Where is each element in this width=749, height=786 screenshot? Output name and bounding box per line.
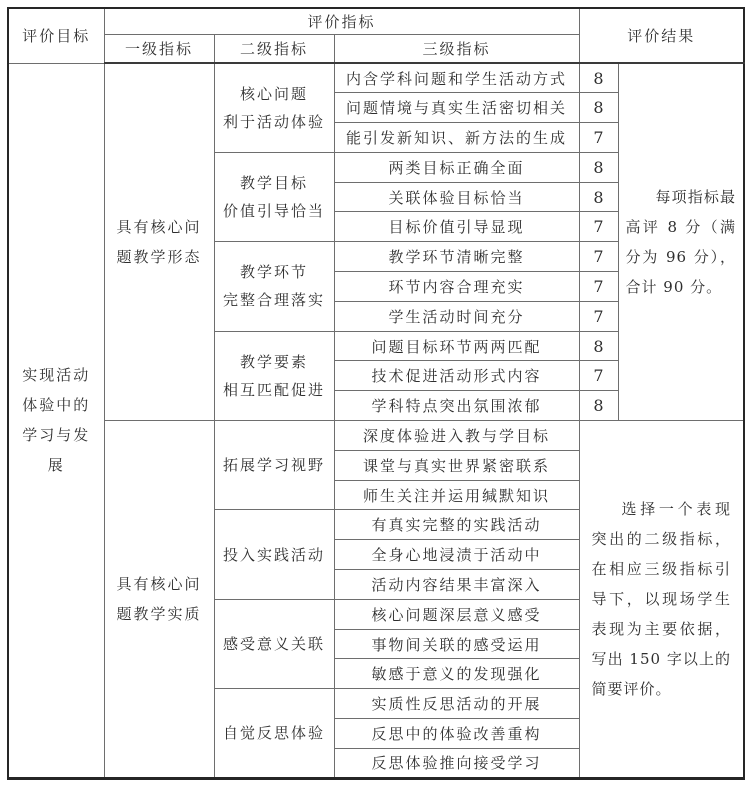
- result-cell-scores: [618, 63, 744, 421]
- header-evaluation-indicators: 评价指标: [104, 8, 579, 34]
- result-cell-comment: [579, 421, 744, 779]
- level3-item-cell: 敏感于意义的发现强化: [334, 659, 579, 689]
- level3-item-cell: 反思体验推向接受学习: [334, 748, 579, 778]
- level2-cell-reflective-experience: [214, 689, 334, 778]
- level2-cell-teaching-goals: [214, 152, 334, 241]
- level3-item-cell: 学科特点突出氛围浓郁: [334, 391, 579, 421]
- header-level2-indicator: 二级指标: [214, 34, 334, 63]
- level3-item-cell: 环节内容合理充实: [334, 272, 579, 302]
- level2-line2: 利于活动体验: [222, 112, 325, 131]
- score-cell: 8: [579, 152, 618, 182]
- level2-line2: 完整合理落实: [222, 291, 325, 310]
- level2-line1: 感受意义关联: [222, 635, 325, 654]
- level2-cell-teaching-links: [214, 242, 334, 331]
- score-cell: 8: [579, 391, 618, 421]
- level3-item-cell: 全身心地浸渍于活动中: [334, 540, 579, 570]
- level3-item-cell: 核心问题深层意义感受: [334, 599, 579, 629]
- level1-text: 具有核心问题教学形态: [116, 218, 202, 267]
- level2-line1: 教学要素: [239, 352, 308, 371]
- level3-item-cell: 关联体验目标恰当: [334, 182, 579, 212]
- level3-item-cell: 有真实完整的实践活动: [334, 510, 579, 540]
- level2-cell-expand-vision: [214, 421, 334, 510]
- level3-item-cell: 深度体验进入教与学目标: [334, 421, 579, 451]
- level2-line1: 核心问题: [239, 84, 308, 103]
- level2-cell-practice-activity: [214, 510, 334, 599]
- score-cell: 7: [579, 272, 618, 302]
- score-cell: 7: [579, 123, 618, 153]
- level2-line2: 相互匹配促进: [222, 380, 325, 399]
- level3-item-cell: 师生关注并运用缄默知识: [334, 480, 579, 510]
- level2-cell-meaning-connection: [214, 599, 334, 688]
- header-evaluation-target: 评价目标: [8, 8, 104, 63]
- level3-item-cell: 能引发新知识、新方法的生成: [334, 123, 579, 153]
- result-text-lower: 选择一个表现突出的二级指标，在相应三级指标引导下，以现场学生表现为主要依据，写出 150 字以上的简要评价。: [591, 499, 732, 698]
- level3-item-cell: 问题目标环节两两匹配: [334, 331, 579, 361]
- header-level1-indicator: 一级指标: [104, 34, 214, 63]
- level2-cell-teaching-elements: [214, 331, 334, 420]
- level2-line1: 投入实践活动: [222, 545, 325, 564]
- level3-item-cell: 两类目标正确全面: [334, 152, 579, 182]
- level3-item-cell: 反思中的体验改善重构: [334, 719, 579, 749]
- header-level3-indicator: 三级指标: [334, 34, 579, 63]
- score-cell: 7: [579, 212, 618, 242]
- level3-item-cell: 内含学科问题和学生活动方式: [334, 63, 579, 93]
- level3-item-cell: 问题情境与真实生活密切相关: [334, 93, 579, 123]
- level2-line2: 价值引导恰当: [222, 202, 325, 221]
- level2-line1: 教学环节: [239, 263, 308, 282]
- level3-item-cell: 目标价值引导显现: [334, 212, 579, 242]
- score-cell: 8: [579, 331, 618, 361]
- score-cell: 8: [579, 182, 618, 212]
- level3-item-cell: 事物间关联的感受运用: [334, 629, 579, 659]
- level3-item-cell: 实质性反思活动的开展: [334, 689, 579, 719]
- level3-item-cell: 教学环节清晰完整: [334, 242, 579, 272]
- score-cell: 7: [579, 301, 618, 331]
- level1-text: 具有核心问题教学实质: [116, 574, 202, 623]
- level2-cell-core-problem: [214, 63, 334, 152]
- level2-line1: 教学目标: [239, 174, 308, 193]
- header-evaluation-result: 评价结果: [579, 8, 744, 63]
- target-cell: [8, 63, 104, 778]
- evaluation-rubric-table: [7, 7, 745, 780]
- score-cell: 8: [579, 93, 618, 123]
- score-cell: 7: [579, 242, 618, 272]
- score-cell: 8: [579, 63, 618, 93]
- score-cell: 7: [579, 361, 618, 391]
- level3-item-cell: 课堂与真实世界紧密联系: [334, 450, 579, 480]
- level2-line1: 自觉反思体验: [222, 723, 325, 742]
- level1-cell-substance: [104, 421, 214, 779]
- target-text: 实现活动体验中的学习与发展: [22, 366, 91, 475]
- level1-cell-form: [104, 63, 214, 421]
- level3-item-cell: 学生活动时间充分: [334, 301, 579, 331]
- level3-item-cell: 活动内容结果丰富深入: [334, 570, 579, 600]
- level3-item-cell: 技术促进活动形式内容: [334, 361, 579, 391]
- level2-line1: 拓展学习视野: [222, 456, 325, 475]
- result-text-upper: 每项指标最高评 8 分（满分为 96 分），合计 90 分。: [625, 188, 737, 297]
